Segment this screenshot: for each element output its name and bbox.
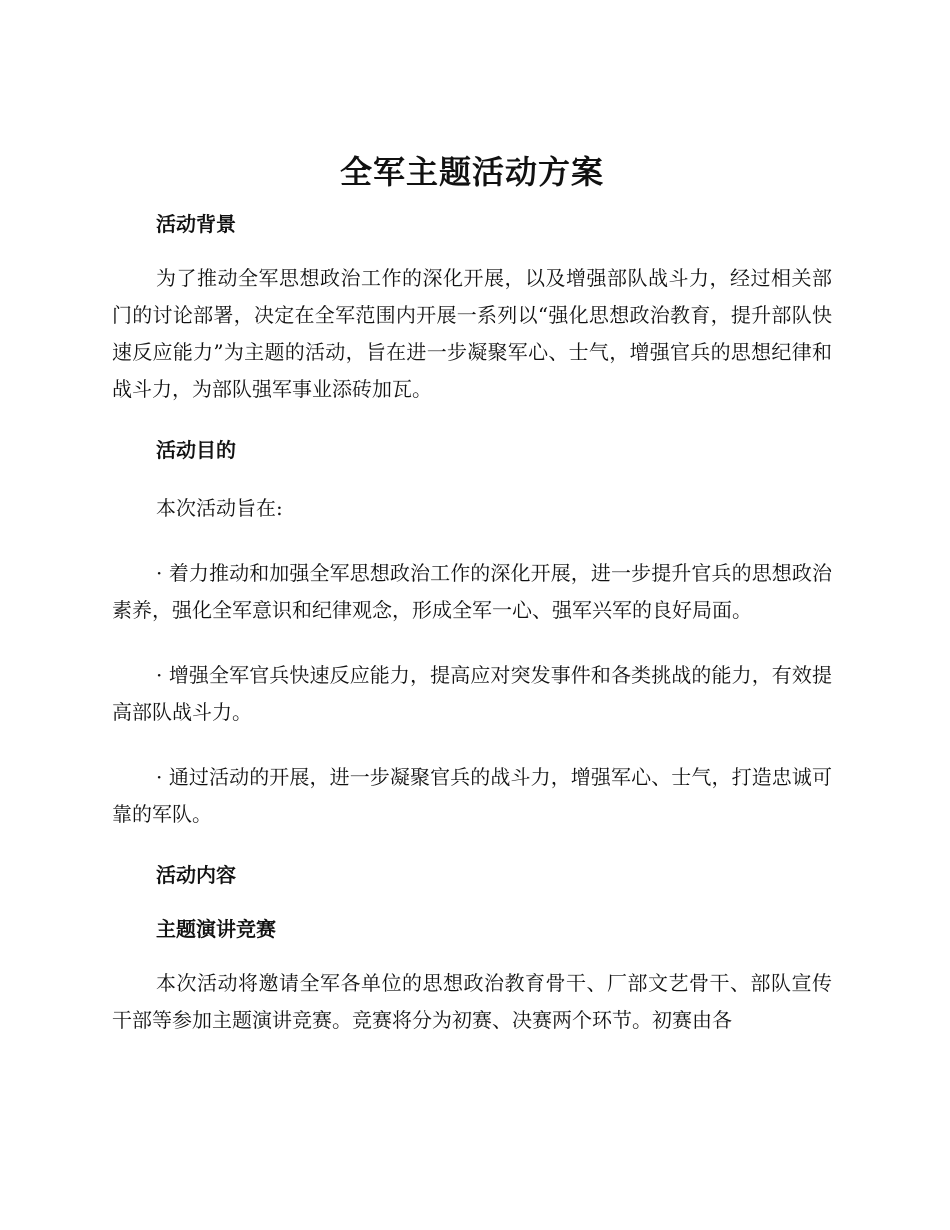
purpose-bullet-2: · 增强全军官兵快速反应能力，提高应对突发事件和各类挑战的能力，有效提高部队战斗力。 [112,663,832,724]
page-title: 全军主题活动方案 [339,153,604,191]
section-heading-purpose: 活动目的 [156,438,236,462]
background-paragraph: 为了推动全军思想政治工作的深化开展，以及增强部队战斗力，经过相关部门的讨论部署，决定在全军范围内开展一系列以“强化思想政治教育，提升部队快速反应能力”为主题的活动，旨在进一步凝聚军心、士气，增强官兵的思想纪律和战斗力，为部队强军事业添砖加瓦。 [112,266,832,401]
subheading-speech-contest: 主题演讲竞赛 [156,917,276,941]
section-heading-background: 活动背景 [156,212,236,236]
purpose-bullet-3: · 通过活动的开展，进一步凝聚官兵的战斗力，增强军心、士气，打造忠诚可靠的军队。 [112,765,832,826]
content-paragraph: 本次活动将邀请全军各单位的思想政治教育骨干、厂部文艺骨干、部队宣传干部等参加主题演讲竞赛。竞赛将分为初赛、决赛两个环节。初赛由各 [112,971,832,1032]
document-body [112,150,832,1039]
purpose-intro: 本次活动旨在: [156,496,283,520]
section-heading-content: 活动内容 [156,863,236,887]
purpose-bullet-1: · 着力推动和加强全军思想政治工作的深化开展，进一步提升官兵的思想政治素养，强化全军意识和纪律观念，形成全军一心、强军兴军的良好局面。 [112,561,832,622]
